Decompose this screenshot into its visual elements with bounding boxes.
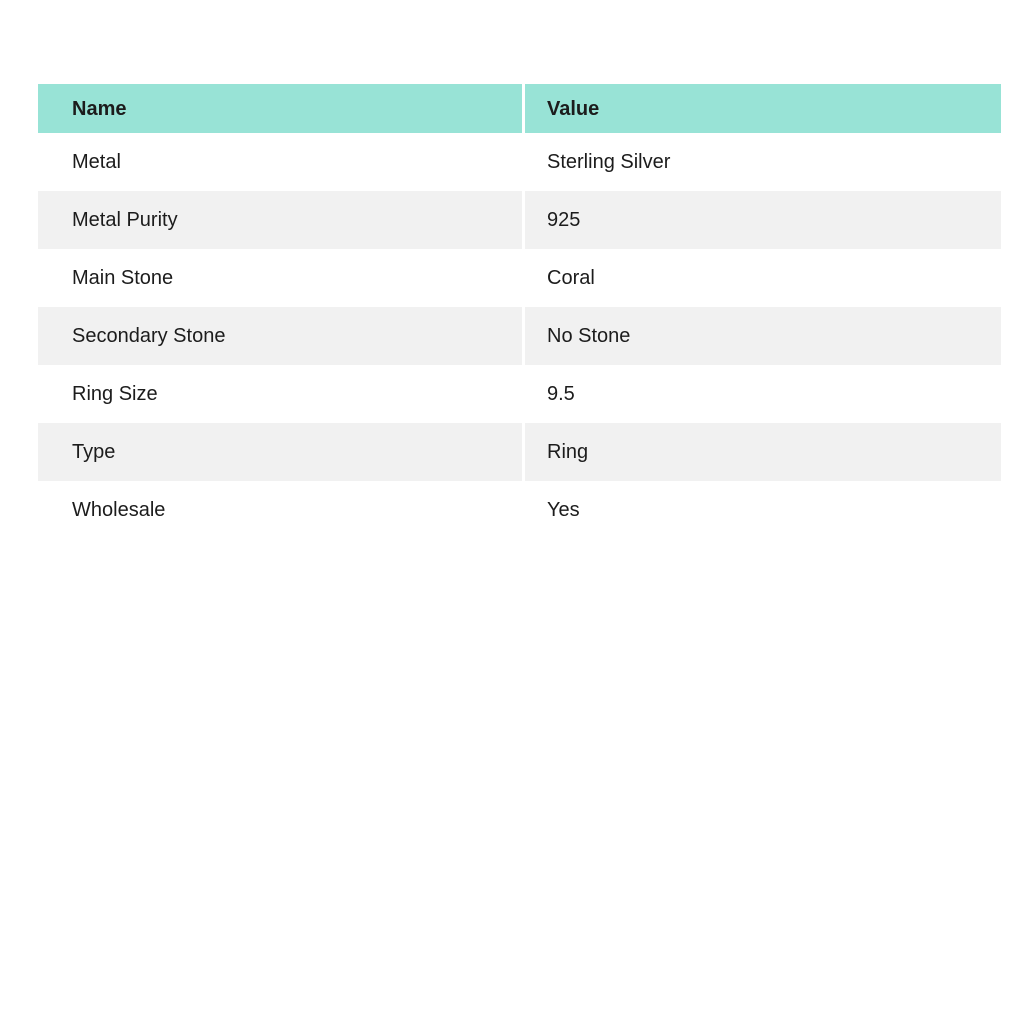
table-row xyxy=(38,191,1001,249)
table-row xyxy=(38,249,1001,307)
row-value-cell: Sterling Silver xyxy=(525,133,1001,191)
table-row xyxy=(38,307,1001,365)
product-spec-table xyxy=(38,84,1001,539)
table-row xyxy=(38,423,1001,481)
row-value-cell: Yes xyxy=(525,481,1001,539)
table-row xyxy=(38,481,1001,539)
row-name-cell: Main Stone xyxy=(38,249,522,307)
header-cell-value: Value xyxy=(525,84,1001,133)
table-header-row xyxy=(38,84,1001,133)
table-row xyxy=(38,133,1001,191)
row-value-cell: 925 xyxy=(525,191,1001,249)
row-name-cell: Type xyxy=(38,423,522,481)
row-name-cell: Metal Purity xyxy=(38,191,522,249)
row-name-cell: Wholesale xyxy=(38,481,522,539)
row-value-cell: Ring xyxy=(525,423,1001,481)
row-value-cell: No Stone xyxy=(525,307,1001,365)
row-name-cell: Ring Size xyxy=(38,365,522,423)
row-value-cell: Coral xyxy=(525,249,1001,307)
row-name-cell: Secondary Stone xyxy=(38,307,522,365)
row-name-cell: Metal xyxy=(38,133,522,191)
table-row xyxy=(38,365,1001,423)
header-cell-name: Name xyxy=(38,84,522,133)
row-value-cell: 9.5 xyxy=(525,365,1001,423)
